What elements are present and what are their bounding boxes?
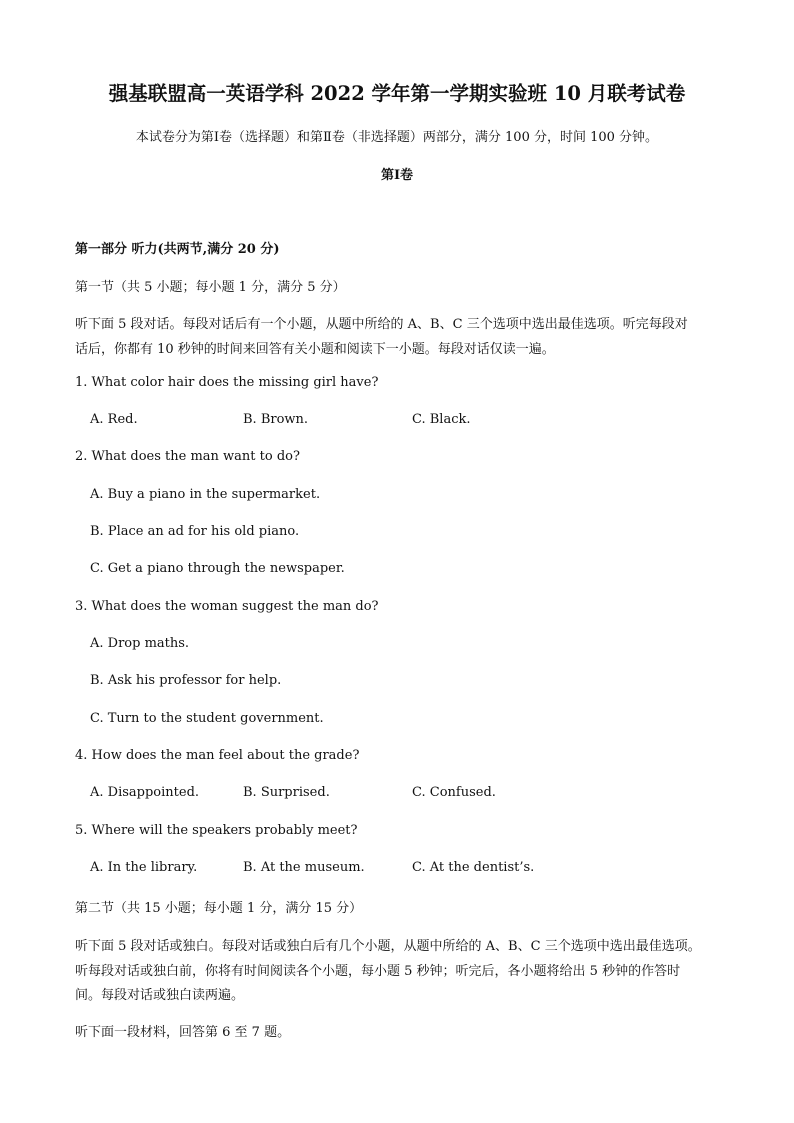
question-2-option-b: B. Place an ad for his old piano. bbox=[90, 524, 300, 539]
question-2-option-c: C. Get a piano through the newspaper. bbox=[90, 561, 345, 576]
material-note: 听下面一段材料，回答第 6 至 7 题。 bbox=[75, 1025, 291, 1040]
question-1-option-c: C. Black. bbox=[412, 412, 471, 427]
question-2-stem: 2. What does the man want to do? bbox=[75, 449, 300, 464]
exam-subtitle: 本试卷分为第Ⅰ卷（选择题）和第Ⅱ卷（非选择题）两部分，满分 100 分，时间 100 分钟。 bbox=[135, 130, 659, 145]
section1-instruction-line-2: 话后，你都有 10 秒钟的时间来回答有关小题和阅读下一小题。每段对话仅读一遍。 bbox=[75, 342, 555, 357]
question-4-option-a: A. Disappointed. bbox=[90, 785, 200, 800]
question-3-option-b: B. Ask his professor for help. bbox=[90, 673, 282, 688]
section1-instruction-line-1: 听下面 5 段对话。每段对话后有一个小题，从题中所给的 A、B、C 三个选项中选出最佳选项。听完每段对 bbox=[75, 317, 688, 332]
question-1-option-a: A. Red. bbox=[90, 412, 138, 427]
question-3-stem: 3. What does the woman suggest the man do? bbox=[75, 599, 379, 614]
section2-heading: 第二节（共 15 小题；每小题 1 分，满分 15 分） bbox=[75, 901, 363, 916]
question-3-option-c: C. Turn to the student government. bbox=[90, 711, 324, 726]
exam-title: 强基联盟高一英语学科 2022 学年第一学期实验班 10 月联考试卷 bbox=[108, 82, 686, 105]
section2-instruction-line-2: 听每段对话或独白前，你将有时间阅读各个小题，每小题 5 秒钟；听完后，各小题将给出 5 秒钟的作答时 bbox=[75, 964, 681, 979]
section2-instruction-line-3: 间。每段对话或独白读两遍。 bbox=[75, 988, 245, 1003]
volume-heading: 第Ⅰ卷 bbox=[380, 168, 414, 183]
question-1-stem: 1. What color hair does the missing girl have? bbox=[75, 375, 379, 390]
question-4-stem: 4. How does the man feel about the grade? bbox=[75, 748, 360, 763]
section2-instruction-line-1: 听下面 5 段对话或独白。每段对话或独白后有几个小题，从题中所给的 A、B、C 三个选项中选出最佳选项。 bbox=[75, 939, 701, 954]
question-4-option-c: C. Confused. bbox=[412, 785, 496, 800]
question-4-option-b: B. Surprised. bbox=[243, 785, 330, 800]
question-5-option-c: C. At the dentist’s. bbox=[412, 860, 535, 875]
question-3-option-a: A. Drop maths. bbox=[90, 636, 190, 651]
part1-heading: 第一部分 听力(共两节,满分 20 分) bbox=[75, 242, 280, 257]
section1-heading: 第一节（共 5 小题；每小题 1 分，满分 5 分） bbox=[75, 280, 346, 295]
question-2-option-a: A. Buy a piano in the supermarket. bbox=[90, 487, 321, 502]
question-5-option-a: A. In the library. bbox=[90, 860, 198, 875]
question-5-option-b: B. At the museum. bbox=[243, 860, 365, 875]
question-1-option-b: B. Brown. bbox=[243, 412, 309, 427]
question-5-stem: 5. Where will the speakers probably meet? bbox=[75, 823, 358, 838]
